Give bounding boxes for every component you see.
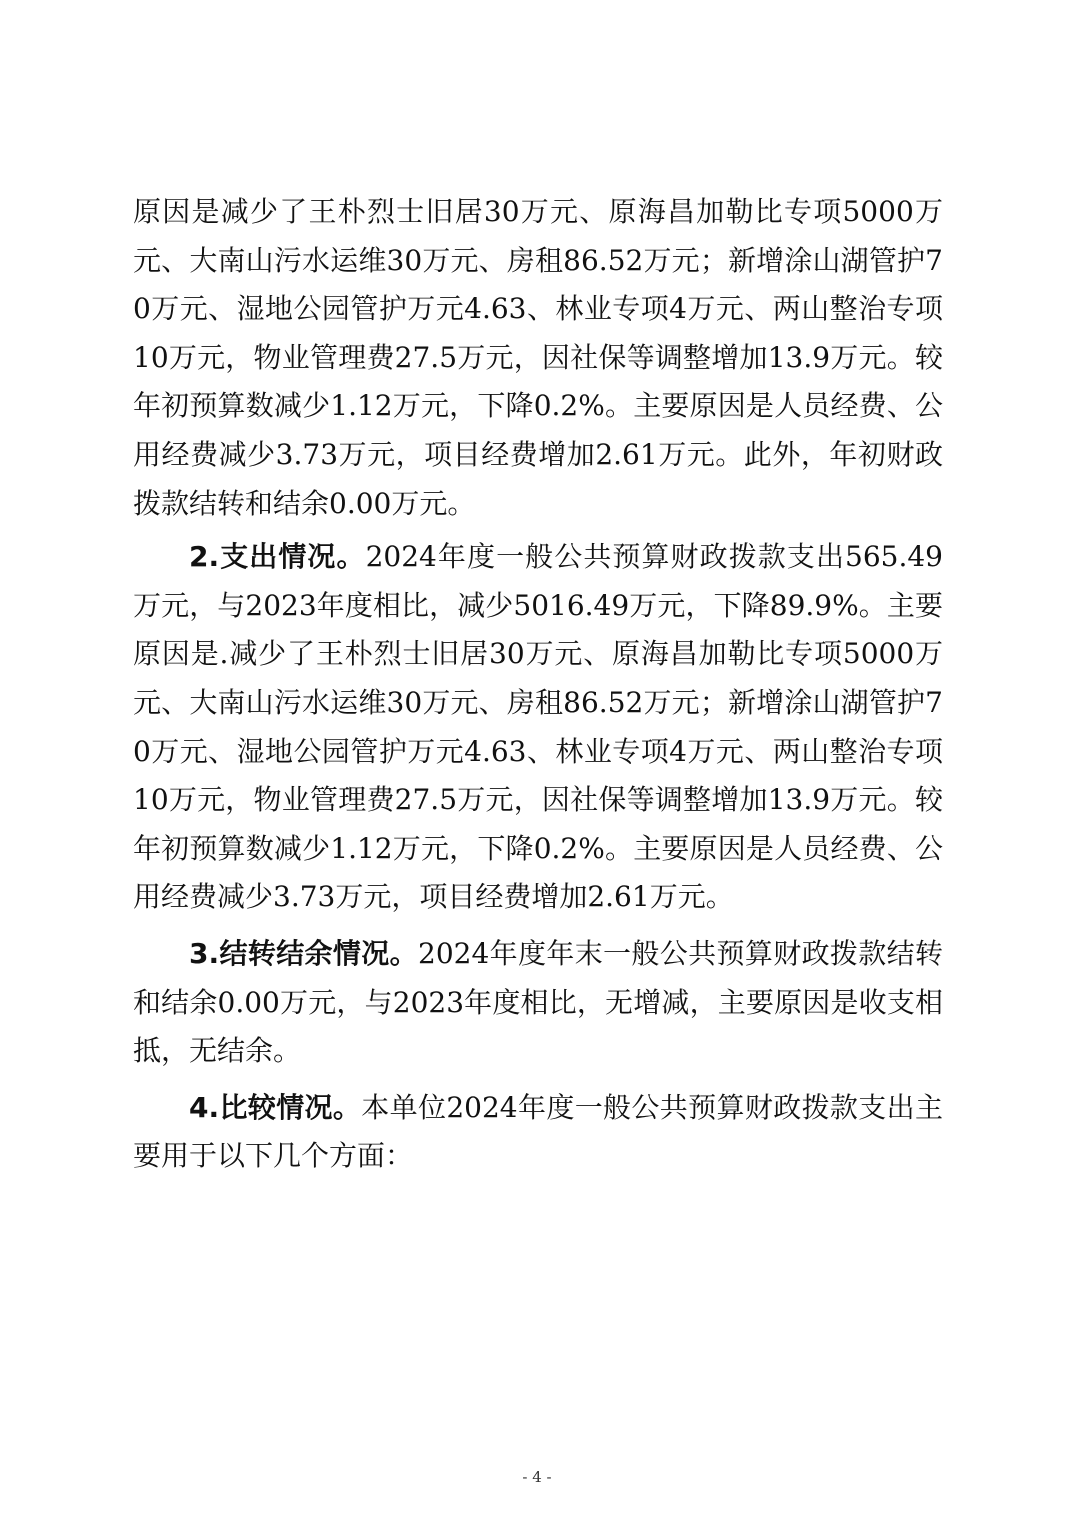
paragraph-comparison — [133, 1084, 943, 1181]
heading-carryover: 3.结转结余情况。 — [189, 936, 418, 970]
heading-comparison: 4.比较情况。 — [189, 1090, 362, 1124]
expenditure-body: 2024年度一般公共预算财政拨款支出565.49万元，与2023年度相比，减少5016.49万元，下降89.9%。主要原因是.减少了王朴烈士旧居30万元、原海昌加勒比专项5000万元、大南山污水运维30万元、房租86.52万元；新增涂山湖管护70万元、湿地公园管护万元4.63、林业专项4万元、两山整治专项10万元，物业管理费27.5万元，因社保等调整增加13.9万元。较年初预算数减少1.12万元，下降0.2%。主要原因是人员经费、公用经费减少3.73万元，项目经费增加2.61万元。 — [133, 540, 943, 914]
page-number: - 4 - — [522, 1468, 552, 1486]
comparison-body: 本单位2024年度一般公共预算财政拨款支出主要用于以下几个方面： — [133, 1090, 943, 1173]
paragraph-income-reasons: 原因是减少了王朴烈士旧居30万元、原海昌加勒比专项5000万元、大南山污水运维30万元、房租86.52万元；新增涂山湖管护70万元、湿地公园管护万元4.63、林业专项4万元、两山整治专项10万元，物业管理费27.5万元，因社保等调整增加13.9万元。较年初预算数减少1.12万元，下降0.2%。主要原因是人员经费、公用经费减少3.73万元，项目经费增加2.61万元。此外，年初财政拨款结转和结余0.00万元。 — [133, 195, 943, 520]
paragraph-carryover — [133, 930, 943, 1076]
heading-expenditure: 2.支出情况。 — [189, 540, 366, 574]
document-body — [133, 188, 943, 1181]
paragraph-expenditure — [133, 533, 943, 922]
carryover-body: 2024年度年末一般公共预算财政拨款结转和结余0.00万元，与2023年度相比，无增减，主要原因是收支相抵，无结余。 — [133, 936, 943, 1068]
